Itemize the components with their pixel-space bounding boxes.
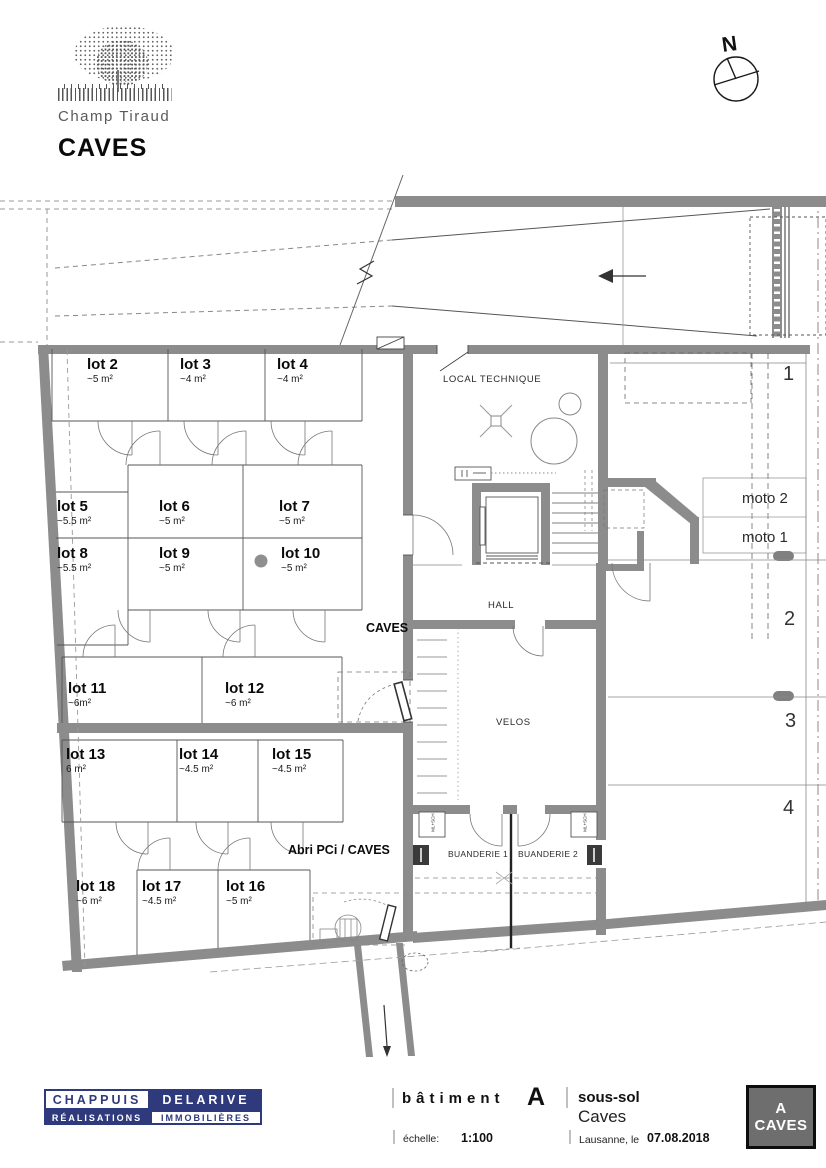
parking-garage (210, 353, 826, 972)
parking-spot-label: 4 (783, 797, 795, 819)
lot-label: lot 5 ~5.5 m² (57, 498, 92, 527)
door-arcs (83, 421, 650, 870)
washing-machine-label: ML+SCH (582, 813, 588, 832)
elevator (476, 497, 552, 563)
logo-barcode-icon (58, 88, 172, 101)
scale-value: 1:100 (461, 1131, 493, 1145)
parking-spot-label: 2 (784, 608, 796, 630)
batiment-value: A (527, 1083, 546, 1111)
divider (566, 1087, 568, 1108)
lot-label: lot 15 ~4.5 m² (272, 746, 312, 775)
divider (392, 1088, 394, 1108)
local-technique-equipment (455, 393, 581, 480)
lot-label: lot 16 ~5 m² (226, 878, 266, 907)
lot-label: lot 8 ~5.5 m² (57, 545, 92, 574)
grid-lines (67, 350, 413, 968)
date-value: 07.08.2018 (647, 1131, 710, 1145)
logo-tree-canopy-icon (96, 40, 148, 86)
caves-exit-door (338, 672, 413, 722)
room-label-velos: VELOS (496, 717, 531, 728)
lot10-marker-dot (255, 555, 268, 568)
lot-label: lot 7 ~5 m² (279, 498, 310, 527)
north-compass-icon (714, 57, 759, 101)
building-walls (38, 345, 826, 1057)
divider (393, 1130, 395, 1144)
badge-building: A (775, 1099, 787, 1117)
lot-label: lot 10 ~5 m² (281, 545, 321, 574)
brand-word-chappuis: CHAPPUIS (44, 1089, 150, 1110)
lot-label: lot 3 ~4 m² (180, 356, 211, 385)
lot-label: lot 9 ~5 m² (159, 545, 190, 574)
page-title: CAVES (58, 134, 148, 162)
lot-label: lot 12 ~6 m² (225, 680, 265, 709)
badge-level: CAVES (754, 1117, 808, 1134)
parking-spot-label: 3 (785, 710, 797, 732)
lot-label: lot 18 ~6 m² (76, 878, 116, 907)
north-label: N (720, 32, 739, 57)
room-label-buanderie1: BUANDERIE 1 (448, 849, 508, 859)
moto-spot-label: moto 2 (742, 490, 788, 507)
brand-word-delarive: DELARIVE (150, 1089, 262, 1110)
room-label-local-technique: LOCAL TECHNIQUE (443, 374, 542, 385)
lot-label: lot 11 ~6m² (68, 680, 107, 709)
batiment-label: bâtiment (402, 1090, 505, 1107)
lot-label: lot 14 ~4.5 m² (179, 746, 219, 775)
project-name: Champ Tiraud (58, 108, 171, 125)
moto-spot-label: moto 1 (742, 529, 788, 546)
bike-racks (417, 628, 458, 800)
brand-word-realisations: RÉALISATIONS (44, 1110, 150, 1125)
place-label: Lausanne, le (579, 1134, 640, 1146)
lot-label: lot 13 6 m² (66, 746, 106, 775)
level-title: sous-sol (578, 1089, 640, 1106)
plan-badge (746, 1085, 816, 1149)
lot-label: lot 4 ~4 m² (277, 356, 308, 385)
room-label-buanderie2: BUANDERIE 2 (518, 849, 578, 859)
lot-label: lot 6 ~5 m² (159, 498, 190, 527)
scale-label: échelle: (403, 1133, 440, 1145)
cave-partitions (52, 349, 362, 955)
parking-spot-label: 1 (783, 363, 795, 385)
lot-label: lot 17 ~4.5 m² (142, 878, 182, 907)
room-label-hall: HALL (488, 600, 515, 611)
washing-machine-label: ML+SCH (430, 813, 436, 832)
chappuis-delarive-logo (44, 1089, 262, 1125)
lot-label: lot 2 ~5 m² (87, 356, 118, 385)
level-subtitle: Caves (578, 1107, 627, 1126)
brand-word-immobilieres: IMMOBILIÈRES (150, 1110, 262, 1125)
zone-label-abri-pci: Abri PCi / CAVES (288, 843, 390, 857)
zone-label-caves: CAVES (366, 621, 409, 635)
divider (569, 1130, 571, 1144)
logo-barcode-icon (64, 84, 164, 89)
